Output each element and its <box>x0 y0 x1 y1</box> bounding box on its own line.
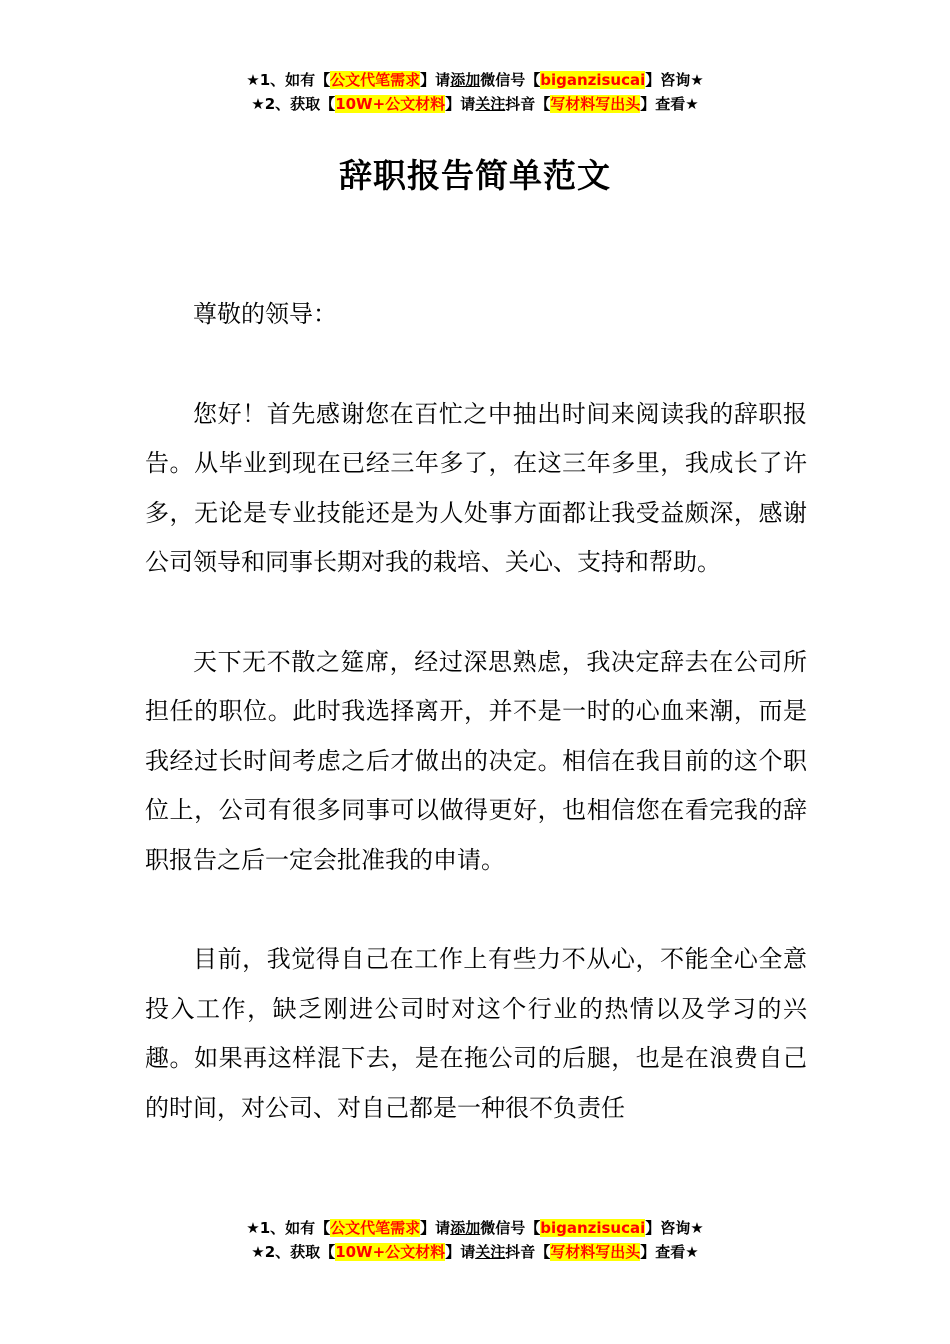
document-title: 辞职报告简单范文 <box>339 156 611 195</box>
promo-wechat-id: biganzisucai <box>540 1219 646 1237</box>
promo-wechat-id: biganzisucai <box>540 71 646 89</box>
promo-text: 】咨询★ <box>645 1219 704 1237</box>
promo-line-1 <box>0 1216 950 1240</box>
footer-promo-banner <box>0 1216 950 1264</box>
promo-douyin-id: 写材料写出头 <box>550 1243 641 1261</box>
promo-highlight: 公文代笔需求 <box>330 71 421 89</box>
promo-text: 】咨询★ <box>645 71 704 89</box>
promo-underlined: 关注 <box>475 1243 506 1261</box>
promo-underlined: 关注 <box>475 95 506 113</box>
promo-underlined: 添加 <box>450 1219 481 1237</box>
document-body <box>145 290 807 1133</box>
promo-highlight: 公文代笔需求 <box>330 1219 421 1237</box>
promo-underlined: 添加 <box>450 71 481 89</box>
promo-text: 抖音【 <box>505 1243 551 1261</box>
promo-text: 】查看★ <box>640 95 699 113</box>
promo-text: ★1、如有【 <box>246 1219 331 1237</box>
promo-highlight: 10W+公文材料 <box>335 95 446 113</box>
promo-highlight: 10W+公文材料 <box>335 1243 446 1261</box>
promo-line-1 <box>0 68 950 92</box>
promo-text: 】请 <box>445 1243 476 1261</box>
promo-text: 】请 <box>420 1219 451 1237</box>
promo-text: 微信号【 <box>480 1219 541 1237</box>
promo-text: ★2、获取【 <box>251 95 336 113</box>
paragraph-3: 目前，我觉得自己在工作上有些力不从心，不能全心全意投入工作，缺乏刚进公司时对这个行业的热情以及学习的兴趣。如果再这样混下去，是在拖公司的后腿，也是在浪费自己的时间，对公司、对自己都是一种很不负责任 <box>145 945 807 1122</box>
promo-text: ★2、获取【 <box>251 1243 336 1261</box>
promo-text: 】请 <box>420 71 451 89</box>
promo-line-2 <box>0 1240 950 1264</box>
paragraph-1: 您好！首先感谢您在百忙之中抽出时间来阅读我的辞职报告。从毕业到现在已经三年多了，在这三年多里，我成长了许多，无论是专业技能还是为人处事方面都让我受益颇深，感谢公司领导和同事长期对我的栽培、关心、支持和帮助。 <box>145 399 807 576</box>
promo-line-2 <box>0 92 950 116</box>
promo-text: 微信号【 <box>480 71 541 89</box>
promo-text: 】查看★ <box>640 1243 699 1261</box>
header-promo-banner <box>0 68 950 116</box>
promo-text: 】请 <box>445 95 476 113</box>
salutation: 尊敬的领导： <box>193 300 337 328</box>
promo-text: 抖音【 <box>505 95 551 113</box>
paragraph-2: 天下无不散之筵席，经过深思熟虑，我决定辞去在公司所担任的职位。此时我选择离开，并不是一时的心血来潮，而是我经过长时间考虑之后才做出的决定。相信在我目前的这个职位上，公司有很多同事可以做得更好，也相信您在看完我的辞职报告之后一定会批准我的申请。 <box>145 647 807 874</box>
promo-text: ★1、如有【 <box>246 71 331 89</box>
promo-douyin-id: 写材料写出头 <box>550 95 641 113</box>
